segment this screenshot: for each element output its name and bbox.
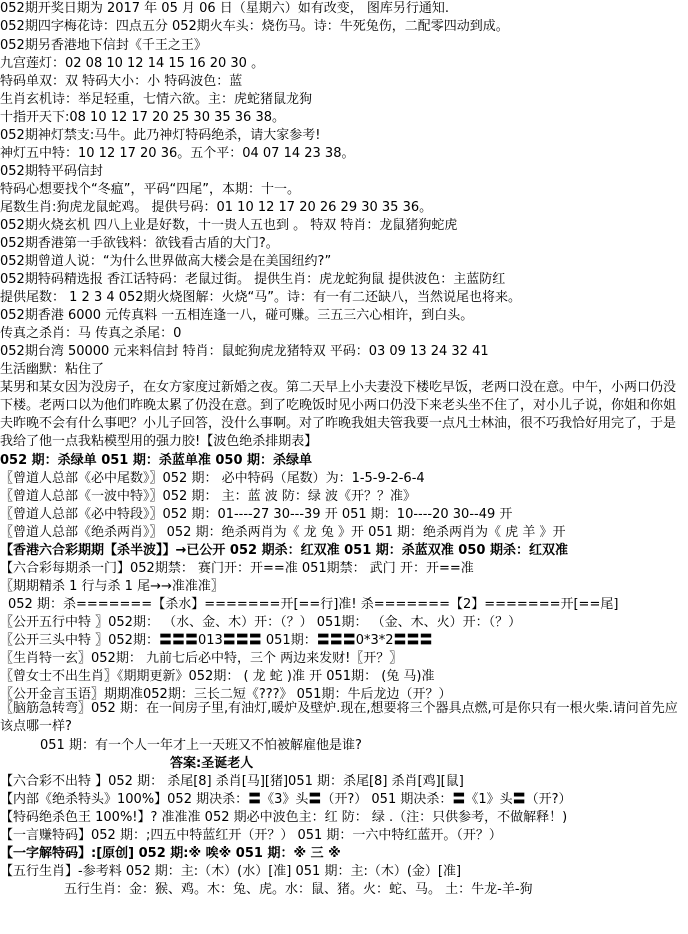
text-line: 〖曾女士不出生肖〗《期期更新》052期： ( 龙 蛇 )准 开 051期： (兔 马)准 [0,669,435,684]
text-line: 052 期：杀=======【杀水】=======开[==行]准! 杀=======【2】=======开[==尾] [8,597,619,612]
text-line: 生肖玄机诗：举足轻重，七情六欲。主：虎蛇猪鼠龙狗 [0,92,313,107]
text-line: 【特码绝杀色王 100%!】? 准准准 052 期必中波色主：红 防： 绿 .（注：只供参考，不做解释！) [0,810,568,825]
text-line: 【五行生肖】-参考料 052 期：主:（木）(水）[准] 051 期：主:（木）(金）[准] [0,864,462,879]
text-line: 十指开天下:08 10 12 17 20 25 30 35 36 38。 [0,110,285,125]
text-line: 052期香港第一手欲钱料：欲钱看古盾的大门?。 [0,236,279,251]
text-line: 〖公开金言玉语〗期期准052期：三长二短《???》 051期：牛后龙边（开？） [0,687,452,702]
text-line: 052 期：杀绿单 051 期：杀蓝单准 050 期：杀绿单 [0,453,313,468]
text-line: 052期开奖日期为 2017 年 05 月 06 日（星期六）如有改变， 图库另行通知. [0,1,450,16]
text-line: 【内部《绝杀特头》100%】052 期决杀：〓《3》头〓（开?） 051 期决杀：〓《1》头〓（开?） [0,792,572,807]
text-line: 052期香港 6000 元传真料 一五相连逢一八，碰可赚。三五三六心相许，到白头。 [0,308,474,323]
text-line: 〖曾道人总部《一波中特》〗052 期： 主：蓝 波 防：绿 波《开？？准》 [0,489,416,504]
text-line: 生活幽默：粘住了 [0,362,105,377]
brain-teaser: 〖脑筋急转弯〗052 期：在一间房子里,有油灯,暖炉及壁炉.现在,想要将三个器具点燃,可是你只有一根火柴.请问首先应该点哪一样? [0,701,678,734]
text-line: 九宫莲灯：02 08 10 12 14 15 16 20 30 。 [0,56,265,71]
text-line: 052期火烧玄机 四八上业是好数，十一贵人五也到 。 特双 特肖：龙鼠猪狗蛇虎 [0,218,458,233]
text-line: 尾数生肖:狗虎龙鼠蛇鸡。 提供号码：01 10 12 17 20 26 29 30 35 36。 [0,200,433,215]
text-line: 052期曾道人说：“为什么世界做高大楼会是在美国纽约?” [0,254,332,269]
text-line: 答案:圣诞老人 [170,756,254,771]
text-line: 【六合彩不出特 】052 期： 杀尾[8] 杀肖[马][猪]051 期：杀尾[8] 杀肖[鸡][鼠] [0,774,464,789]
text-line: 传真之杀肖：马 传真之杀尾：0 [0,326,182,341]
text-line: 052期四字梅花诗：四点五分 052期火车头：烧伤马。诗：牛死兔伤，二配零四动到成。 [0,19,509,34]
text-line: 052期神灯禁支:马牛。此乃神灯特码绝杀，请大家参考! [0,128,321,143]
text-line: 〖曾道人总部《必中特段》〗052 期：01----27 30---39 开 051 期：10----20 30--49 开 [0,507,513,522]
text-line: 【香港六合彩期期【杀半波】】→已公开 052 期杀：红双准 051 期：杀蓝双准 050 期杀：红双准 [0,543,568,558]
text-line: 〖曾道人总部《绝杀两肖》〗 052 期：绝杀两肖为《 龙 兔 》开 051 期：绝杀两肖为《 虎 羊 》开 [0,525,566,540]
text-line: 052期特码精选报 香江话特码：老鼠过街。 提供生肖：虎龙蛇狗鼠 提供波色：主蓝防红 [0,272,506,287]
text-line: 〖公开三头中特 〗052期：〓〓〓013〓〓〓 051期：〓〓〓0*3*2〓〓〓 [0,633,433,648]
humor-story: 某男和某女因为没房子，在女方家度过新婚之夜。第二天早上小夫妻没下楼吃早饭，老两口没在意。中午，小两口仍没下楼。老两口以为他们昨晚太累了仍没在意。到了吃晚饭时见小两口仍没下来老头坐不住了，对小儿子说，你姐和你姐夫昨晚不会有什么事吧？小儿子回答，没什么事啊。对了昨晚我姐夫管我要一点凡士林油，很不巧我恰好用完了，于是我给了他一点我粘模型用的强力胶!【波色绝杀排期表】 [0,380,677,449]
text-line: 〖曾道人总部《必中尾数》〗052 期： 必中特码（尾数）为：1-5-9-2-6-4 [0,471,425,486]
text-line: 神灯五中特：10 12 17 20 36。五个平：04 07 14 23 38。 [0,146,355,161]
text-line: 052期特平码信封 [0,164,103,179]
text-line: 052期台湾 50000 元来料信封 特肖：鼠蛇狗虎龙猪特双 平码：03 09 13 24 32 41 [0,344,489,359]
text-line: 【一言赚特码】052 期：;四五中特蓝红开（开？） 051 期：一六中特红蓝开。（开？） [0,828,502,843]
text-line: 〖期期精杀 1 行与杀 1 尾→→准准准〗 [0,579,224,594]
text-line: 特码单双：双 特码大小：小 特码波色：蓝 [0,74,243,89]
text-line: 提供尾数： 1 2 3 4 052期火烧图解：火烧“马”。诗：有一有二还缺八，当然说尾也将来。 [0,290,522,305]
text-line: 特码心想要找个“冬瘟”，平码“四尾”，本期：十一。 [0,182,300,197]
text-line: 〖公开五行中特 〗052期： （水、金、木）开：（？） 051期： （金、木、火）开：（？） [0,615,522,630]
text-line: 052期另香港地下信封《千王之王》 [0,38,207,53]
text-line: 五行生肖：金：猴、鸡。木：兔、虎。水：鼠、猪。火：蛇、马。 土：牛龙-羊-狗 [64,882,533,897]
text-line: 〖生肖特一玄〗052期： 九前七后必中特，三个 两边来发财!〖开？〗 [0,651,403,666]
text-line: 051 期：有一个人一年才上一天班又不怕被解雇他是谁? [40,738,362,753]
text-line: 【六合彩每期杀一门】052期禁： 赛门开：开==准 051期禁： 武门 开：开==准 [0,561,474,576]
text-line: 【一字解特码】:[原创] 052 期:※ 唉※ 051 期：※ 三 ※ [0,846,341,861]
